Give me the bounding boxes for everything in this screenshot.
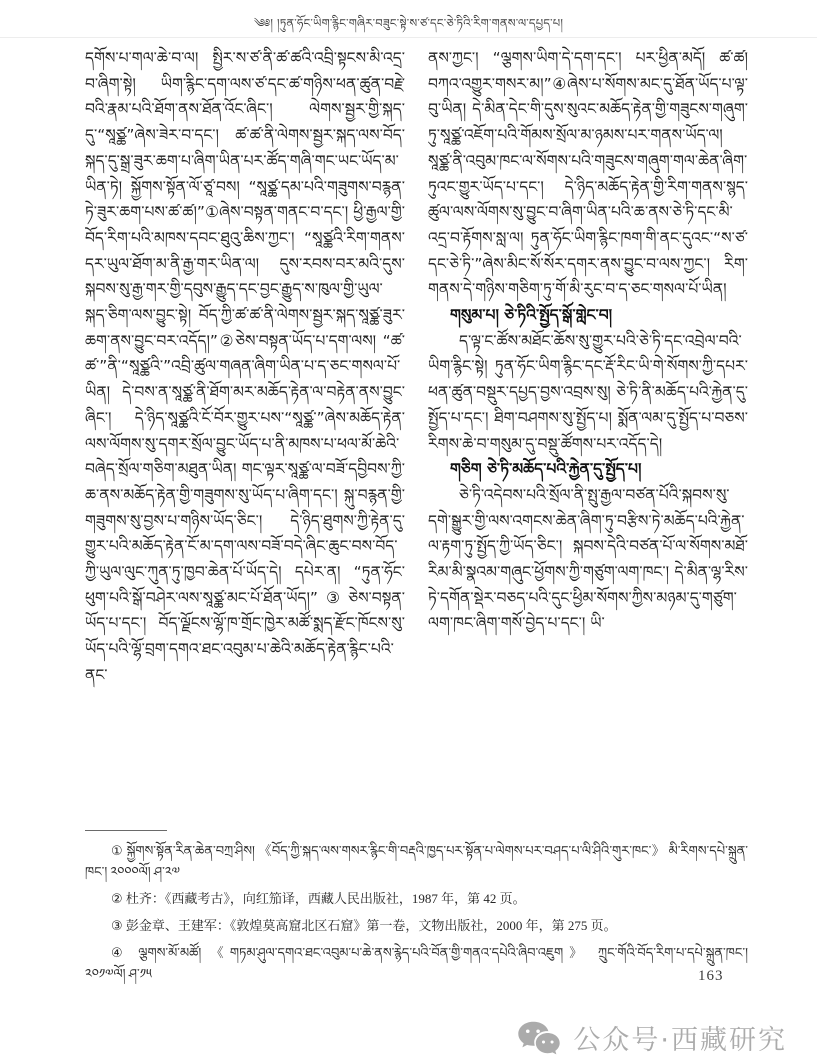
footnote-3 <box>85 915 748 936</box>
section-heading-3: གསུམ་པ། ཅེ་ཏིའི་སྤྱོད་སྒོ་གླེང་བ། <box>450 306 613 325</box>
body-paragraph-left: དགོས་པ་གལ་ཆེ་བ་ལ། སྤྱིར་ས་ཙ་ནི་ཚ་ཚའི་འབྲི་སྟངས་མི་འདྲ་བ་ཞིག་སྟེ། ཡིག་རྙིང་དག་ལས་ཙ་དང་ཚ་གཉིས་ཕན་ཚུན་བརྗེ་བའི་རྣམ་པའི་ཐོག་ནས་ཐོན་འོང་ཞིང་། ལེགས་སྦྱར་གྱི་སྐད་དུ་“སཱཙྪ”ཞེས་ཟེར་བ་དང་། ཚ་ཚ་ནི་ལེགས་སྦྱར་སྐད་ལས་བོད་སྐད་དུ་སྒྲ་ཟུར་ཆག་པ་ཞིག་ཡིན་པར་ཚོད་གཞི་གང་ཡང་ཡོད་མ་ཡིན་ཏེ། སྐྱོགས་སྟོན་ལོ་ཙཱ་བས། “སཱཙྪ་དམ་པའི་གཟུགས་བརྙན་ཏེ་ཟུར་ཆག་པས་ཚ་ཚ།”①ཞེས་བསྟན་གནང་བ་དང་། ཕྱི་རྒྱལ་གྱི་བོད་རིག་པའི་མཁས་དབང་ཐུའུ་ཆིས་ཀྱང་། “སཱཙྪའི་རིག་གནས་དར་ཡུལ་ཐོག་མ་ནི་རྒྱ་གར་ཡིན་ལ། དུས་རབས་བར་མའི་དུས་སྐབས་སུ་རྒྱ་གར་གྱི་དབུས་རྒྱུད་དང་བྱང་རྒྱུད་ས་ཁུལ་གྱི་ཡུལ་སྐད་ཅིག་ལས་བྱུང་སྟེ། བོད་ཀྱི་ཚ་ཚ་ནི་ལེགས་སྦྱར་སྐད་སཱཙྪ་ཟུར་ཆག་ནས་བྱུང་བར་འདོད།”②ཅེས་བསྟན་ཡོད་པ་དག་ལས། “ཚ་ཚ་”ནི་“སཱཙྪའི་”འབྲི་ཚུལ་གཞན་ཞིག་ཡིན་པ་ད་ཅང་གསལ་པོ་ཡིན། དེ་བས་ན་སཱཙྪ་ནི་ཐོག་མར་མཆོད་རྟེན་ལ་བརྟེན་ནས་བྱུང་ཞིང་། དེ་ཉིད་སཱཙྪའི་ངོ་བོར་གྱུར་པས་“སཱཙྪ་”ཞེས་མཆོད་རྟེན་ལས་ལོགས་སུ་དགར་སྲོལ་བྱུང་ཡོད་པ་ནི་མཁས་པ་ཕལ་མོ་ཆེའི་བཞེད་སྲོལ་གཅིག་མཐུན་ཡིན། གང་ལྟར་སཱཙྪ་ལ་བཟོ་དབྱིབས་ཀྱི་ཆ་ནས་མཆོད་རྟེན་གྱི་གཟུགས་སུ་ཡོད་པ་ཞིག་དང་། སྐུ་བརྙན་གྱི་གཟུགས་སུ་བྱས་པ་གཉིས་ཡོད་ཅིང་། དེ་ཉིད་ཐུགས་ཀྱི་རྟེན་དུ་གྱུར་པའི་མཆོད་རྟེན་ངོ་མ་དག་ལས་བཟོ་བདེ་ཞིང་ཆུང་བས་བོད་ཀྱི་ཡུལ་ལུང་ཀུན་ཏུ་ཁྱབ་ཆེན་པོ་ཡོད་དེ། དཔེར་ན། “ཏུན་ཧོང་ཕུག་པའི་སྒོ་བཤེར་ལས་སཱཙྪ་མང་པོ་ཐོན་ཡོད།”③ཅེས་བསྟན་ཡོད་པ་དང་། བོད་ལྗོངས་ལྷོ་ཁ་གྲོང་ཁྱེར་མཚོ་སྨད་རྫོང་ཁོངས་སུ་ཡོད་པའི་ལྷོ་བྲག་དགའ་ཐང་འབུམ་པ་ཆེའི་མཆོད་རྟེན་རྙིང་པའི་ནང་ <box>85 49 405 684</box>
left-column <box>85 46 405 822</box>
watermark-label: 公众号·西藏研究 <box>573 1025 787 1056</box>
subsection-paragraph: ཅེ་ཏི་འདེབས་པའི་སྲོལ་ནི་སྤུ་རྒྱལ་བཙན་པོའི་སྐབས་སུ་དགེ་སྒྱུར་གྱི་ལས་འགངས་ཆེན་ཞིག་ཏུ་བརྩིས་ཏེ་མཆོད་པའི་རྐྱེན་ལ་རྟག་ཏུ་སྤྱོད་ཀྱི་ཡོད་ཅིང་། སྐབས་དེའི་བཙན་པོ་ལ་སོགས་མཐོ་རིམ་མི་སྣའམ་གཞུང་ཕྱོགས་ཀྱི་གཙུག་ལག་ཁང་། དེ་མིན་ལྷ་རིས་ཏེ་དགོན་སྡེར་བཅད་པའི་དུང་ཕྱིམ་སོགས་ཀྱིས་མཉམ་དུ་གཙུག་ལག་ཁང་ཞིག་གསོ་བྱེད་པ་དང་། ཡི་ <box>428 485 748 633</box>
footnote-3-text: 彭金章、王建军：《敦煌莫高窟北区石窟》第一卷，文物出版社，2000 年，第 275 页。 <box>125 918 617 934</box>
body-paragraph-right-continuation: ནས་ཀྱང་། “ལྕགས་ཡིག་དེ་དག་དང་། པར་ཕྱིན་མདོ། ཚ་ཚ། བཀའ་འགྱུར་གསར་མ།”④ཞེས་པ་སོགས་མང་དུ་ཐོན་ཡོད་པ་ལྟ་བུ་ཡིན། དེ་མིན་དེང་གི་དུས་སུའང་མཆོད་རྟེན་གྱི་གཟུངས་གཞུག་ཏུ་སཱཙྪ་འཇོག་པའི་གོམས་སྲོལ་མ་ཉམས་པར་གནས་ཡོད་ལ། སཱཙྪ་ནི་འབུམ་ཁང་ལ་སོགས་པའི་གཟུངས་གཞུག་གལ་ཆེན་ཞིག་ཏུའང་གྱུར་ཡོད་པ་དང་། དེ་ཉིད་མཆོད་རྟེན་གྱི་རིག་གནས་སྙད་ཚུལ་ལས་ལོགས་སུ་བྱུང་བ་ཞིག་ཡིན་པའི་ཆ་ནས་ཅེ་ཏི་དང་མི་འདྲ་བ་རྟོགས་སླ་ལ། ཏུན་ཧོང་ཡིག་རྙིང་ཁག་གི་ནང་དུའང་“ས་ཙ་དང་ཅེ་ཏི་”ཞེས་མིང་སོ་སོར་དགར་ནས་བྱུང་བ་ལས་ཀྱང་། རིག་གནས་དེ་གཉིས་གཅིག་ཏུ་གོ་མི་རུང་བ་ད་ཅང་གསལ་པོ་ཡིན། <box>428 49 748 299</box>
footnote-3-marker: ③ <box>111 918 123 934</box>
footnote-1 <box>85 840 748 882</box>
footnote-divider <box>85 830 167 831</box>
section-intro-paragraph: ད་ལྟ་ང་ཚོས་མཐོང་ཆོས་སུ་གྱུར་པའི་ཅེ་ཏི་དང་འབྲེལ་བའི་ཡིག་རྙིང་སྟེ། ཏུན་ཧོང་ཡིག་རྙིང་དང་རྡོ་རིང་ཡི་གེ་སོགས་ཀྱི་དཔར་ཕན་ཚུན་བསྡུར་དཔྱད་བྱས་འབྲས་སུ། ཅེ་ཏི་ནི་མཆོད་པའི་རྐྱེན་དུ་སྤྱོད་པ་དང་། ཐིག་བཤགས་སུ་སྤྱོད་པ། སྨོན་ལམ་དུ་སྤྱོད་པ་བཅས་རིགས་ཆེ་བ་གསུམ་དུ་བསྡུ་ཚོགས་པར་འདོད་དེ། <box>428 331 748 453</box>
footnote-2 <box>85 888 748 909</box>
footnote-1-text: སྐྱོགས་སྟོན་རིན་ཆེན་བཀྲ་ཤིས། 《བོད་ཀྱི་སྐད་ལས་གསར་རྙིང་གི་བརྡའི་ཁྱད་པར་སྟོན་པ་ལེགས་པར་བཤད་པ་ལི་ཤིའི་གུར་ཁང་》 མི་རིགས་དཔེ་སྐྲུན་ཁང་། ༢༠༠༠ལོ། ཤ་༢༧ <box>85 843 749 880</box>
footnote-area <box>85 830 748 990</box>
wechat-icon <box>517 1020 561 1056</box>
page-number: 163 <box>698 968 724 984</box>
watermark <box>517 1018 787 1057</box>
right-column <box>428 46 748 822</box>
article-body <box>85 46 748 822</box>
footnote-2-text: 杜齐：《西藏考古》，向红笳译，西藏人民出版社，1987 年，第 42 页。 <box>125 891 526 907</box>
page-header-title: ༄༅། །ཏུན་ཧོང་ཡིག་རྙིང་གཞིར་བཟུང་སྟེ་ས་ཙ་དང་ཅེ་ཏིའི་རིག་གནས་ལ་དཔྱད་པ། <box>253 16 564 30</box>
footnote-2-marker: ② <box>111 891 123 907</box>
subsection-heading-1: གཅིག ཅེ་ཏི་མཆོད་པའི་རྐྱེན་དུ་སྤྱོད་པ། <box>450 460 642 479</box>
footnote-4-marker: ④ <box>111 945 129 961</box>
footnote-1-marker: ① <box>111 843 123 858</box>
footnote-4-text: ལྕགས་མོ་མཚོ། 《གཏམ་ཤུལ་དགའ་ཐང་འབུམ་པ་ཆེ་ནས་རྙེད་པའི་བོན་གྱི་གནའ་དཔེའི་ཞིབ་འཇུག》 ཀྲུང་གོའི་བོད་རིག་པ་དཔེ་སྐྲུན་ཁང་། ༢༠༡༧ལོ། ཤ་༡༥ <box>85 945 748 982</box>
footnote-4 <box>85 942 748 984</box>
header-divider <box>0 37 817 38</box>
